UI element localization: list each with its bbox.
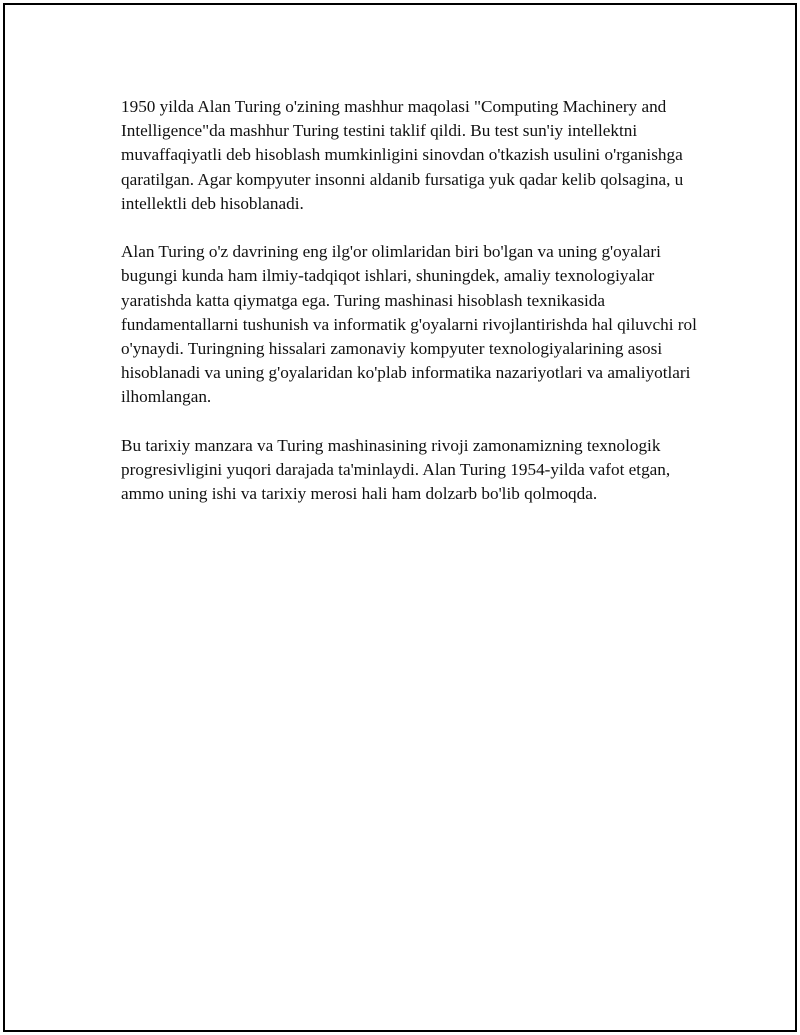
paragraph-3: Bu tarixiy manzara va Turing mashinasining rivoji zamonamizning texnologik progresivligini yuqori darajada ta'minlaydi. Alan Turing 1954-yilda vafot etgan, ammo uning ishi va tarixiy merosi hali ham dolzarb bo'lib qolmoqda. bbox=[121, 435, 671, 504]
page-frame bbox=[3, 3, 797, 1032]
paragraph-2: Alan Turing o'z davrining eng ilg'or olimlaridan biri bo'lgan va uning g'oyalari bugungi kunda ham ilmiy-tadqiqot ishlari, shuningdek, amaliy texnologiyalar yaratishda katta qiymatga ega. Turing mashinasi hisoblash texnikasida fundamentallarni tushunish va informatik g'oyalarni rivojlantirishda hal qiluvchi rol o'ynaydi. Turingning hissalari zamonaviy kompyuter texnologiyalarining asosi hisoblanadi va uning g'oyalaridan ko'plab informatika nazariyotlari va amaliyotlari ilhomlangan. bbox=[121, 242, 697, 407]
document-body bbox=[121, 95, 701, 531]
paragraph-1: 1950 yilda Alan Turing o'zining mashhur maqolasi "Computing Machinery and Intelligence"da mashhur Turing testini taklif qildi. Bu test sun'iy intellektni muvaffaqiyatli deb hisoblash mumkinligini sinovdan o'tkazish usulini o'rganishga qaratilgan. Agar kompyuter insonni aldanib fursatiga yuk qadar kelib qolsagina, u intellektli deb hisoblanadi. bbox=[121, 97, 684, 213]
